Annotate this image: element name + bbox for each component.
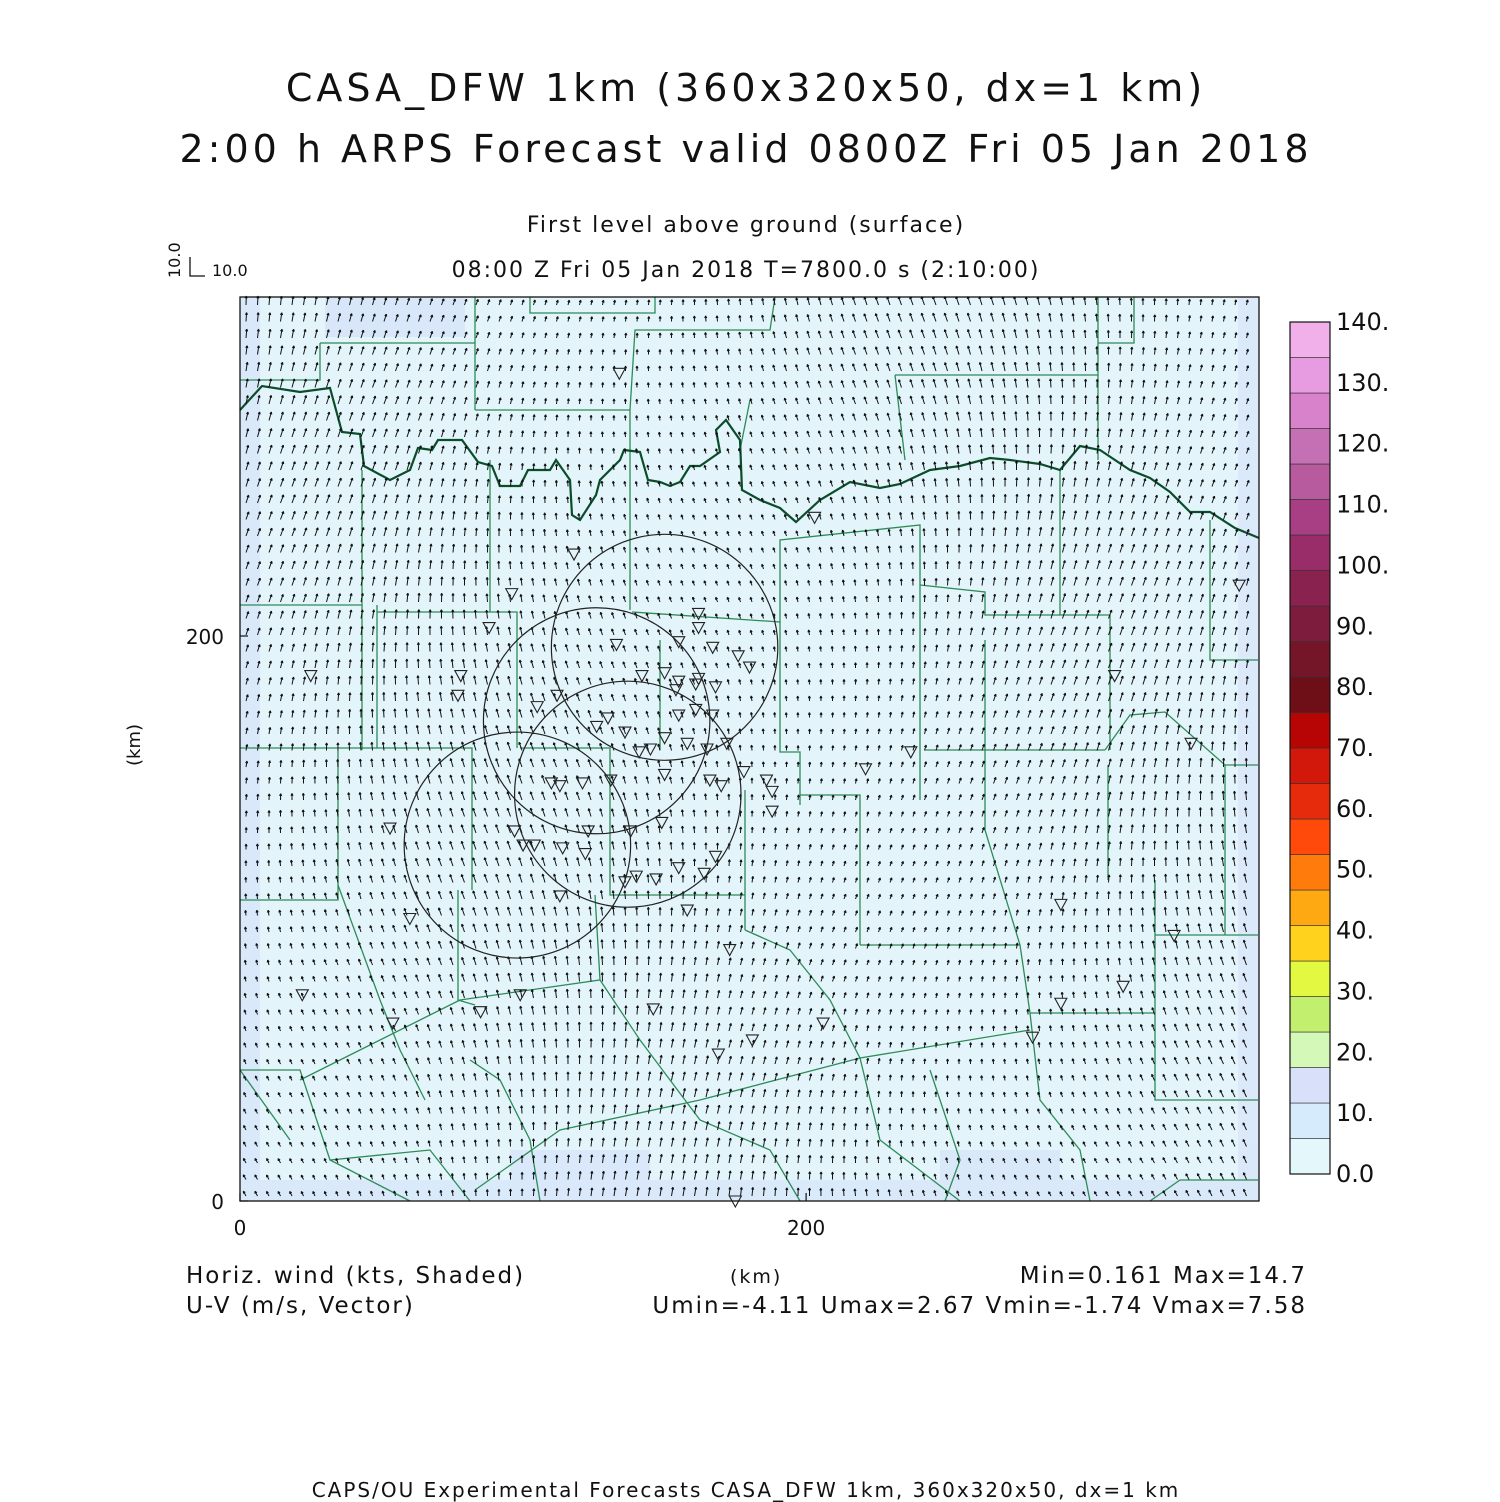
colorbar-label: 100. <box>1336 551 1390 580</box>
colorbar-label: 110. <box>1336 490 1390 519</box>
colorbar-label: 40. <box>1336 916 1375 945</box>
colorbar-swatch <box>1290 855 1330 891</box>
colorbar-swatch <box>1290 358 1330 394</box>
colorbar-label: 50. <box>1336 855 1375 884</box>
colorbar-swatch <box>1290 1032 1330 1068</box>
colorbar-swatch <box>1290 1139 1330 1175</box>
colorbar-swatch <box>1290 890 1330 926</box>
colorbar-swatch <box>1290 464 1330 500</box>
uv-range-label: Umin=-4.11 Umax=2.67 Vmin=-1.74 Vmax=7.58 <box>652 1293 1307 1319</box>
colorbar-swatch <box>1290 961 1330 997</box>
colorbar-swatch <box>1290 748 1330 784</box>
colorbar-swatch <box>1290 393 1330 429</box>
colorbar-label: 20. <box>1336 1038 1375 1067</box>
y-tick-label: 0 <box>211 1190 224 1214</box>
y-axis-label: (km) <box>124 723 145 767</box>
colorbar-label: 70. <box>1336 734 1375 762</box>
colorbar-label: 30. <box>1336 977 1375 1006</box>
colorbar-label: 130. <box>1336 368 1390 397</box>
colorbar-label: 120. <box>1336 429 1390 458</box>
colorbar-swatch <box>1290 535 1330 571</box>
colorbar <box>1290 308 1389 1188</box>
colorbar-swatch <box>1290 642 1330 678</box>
colorbar-swatch <box>1290 677 1330 713</box>
colorbar-label: 60. <box>1336 794 1375 823</box>
colorbar-swatch <box>1290 1103 1330 1139</box>
min-max-label: Min=0.161 Max=14.7 <box>1019 1263 1307 1289</box>
colorbar-swatch <box>1290 429 1330 465</box>
x-tick-label: 200 <box>787 1216 826 1240</box>
x-tick-label: 0 <box>233 1216 247 1240</box>
valid-time-label: 08:00 Z Fri 05 Jan 2018 T=7800.0 s (2:10:00) <box>451 258 1041 283</box>
colorbar-swatch <box>1290 784 1330 820</box>
bottom-caption: CAPS/OU Experimental Forecasts CASA_DFW 1km, 360x320x50, dx=1 km <box>311 1478 1181 1502</box>
colorbar-swatch <box>1290 322 1330 358</box>
colorbar-swatch <box>1290 926 1330 962</box>
colorbar-label: 10. <box>1336 1099 1375 1128</box>
shading-patch <box>240 1180 1259 1201</box>
reference-vector <box>190 257 205 276</box>
chart-title: CASA_DFW 1km (360x320x50, dx=1 km) <box>285 66 1207 110</box>
reference-vector-x-label: 10.0 <box>212 261 248 280</box>
level-label: First level above ground (surface) <box>526 213 966 238</box>
y-tick-label: 200 <box>185 625 224 649</box>
colorbar-label: 80. <box>1336 673 1375 702</box>
chart-subtitle: 2:00 h ARPS Forecast valid 0800Z Fri 05 Jan 2018 <box>179 127 1313 171</box>
colorbar-swatch <box>1290 606 1330 642</box>
colorbar-swatch <box>1290 571 1330 607</box>
colorbar-swatch <box>1290 713 1330 749</box>
colorbar-swatch <box>1290 1068 1330 1104</box>
x-axis-label: (km) <box>730 1266 783 1288</box>
shaded-field-label: Horiz. wind (kts, Shaded) <box>186 1263 526 1289</box>
colorbar-swatch <box>1290 997 1330 1033</box>
colorbar-label: 140. <box>1336 308 1390 336</box>
colorbar-swatch <box>1290 819 1330 855</box>
colorbar-swatch <box>1290 500 1330 536</box>
vector-field-label: U-V (m/s, Vector) <box>186 1293 415 1319</box>
shading-patch <box>240 297 260 1201</box>
colorbar-label: 90. <box>1336 612 1375 641</box>
colorbar-label: 0.0 <box>1336 1160 1375 1188</box>
reference-vector-y-label: 10.0 <box>165 242 184 278</box>
